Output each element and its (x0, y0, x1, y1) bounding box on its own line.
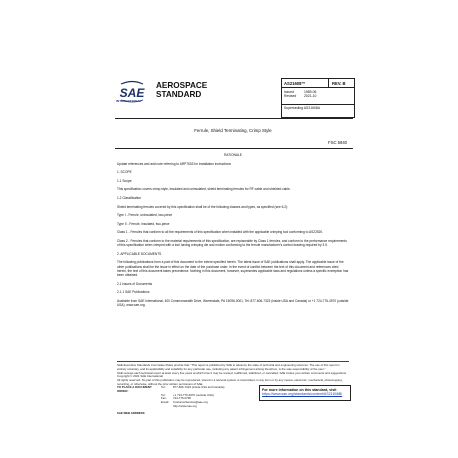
tel-label: Tel: (161, 385, 166, 389)
fsc-code: FSC 5940 (328, 140, 347, 145)
title-line-2: STANDARD (156, 90, 202, 100)
tel-label: Tel: (161, 392, 166, 397)
rationale-text: Update references and add note referring to ARP7503 for installation instructions (117, 161, 231, 166)
subsection-heading: 1.1 Scope: (117, 178, 133, 183)
superseding-note: Superseding AS21608A (284, 106, 321, 110)
subsection-heading: 2.1.1 SAE Publications (117, 290, 150, 295)
revised-label: Revised (284, 94, 297, 98)
divider (117, 361, 349, 362)
section-heading: 1. SCOPE (117, 170, 132, 175)
document-info-box (281, 78, 355, 118)
svg-text:SAE: SAE (119, 86, 145, 100)
type-item: Type I - Ferrule, uninsulated, two-piece (117, 213, 173, 218)
paragraph: Available from SAE International, 400 Commonwealth Drive, Warrendale, PA 15096-0001, Tel: 877-606-7323 (inside USA and Canada) or +1 724-776-4970 (outside USA), www.sae.org. (117, 298, 349, 307)
web-link[interactable]: http://www.sae.org (173, 403, 197, 408)
subsection-heading: 1.2 Classification (117, 195, 142, 200)
document-title: Ferrule, Shield Terminating, Crimp Style (194, 128, 272, 133)
tel-value: 877-606-7323 (inside USA and Canada) (173, 385, 225, 389)
revision: REV. B (332, 80, 346, 86)
paragraph: The following publications form a part of this document to the extent specified herein. The latest issue of SAE publications shall apply. The applicable issue of the other publications shall be the issue in effect on the date of the purchase order. In the event of conflict between the text of this document and references cited herein, the text of this document takes precedence. Nothing in this document, however, supersedes applicable laws and regulations unless a specific exemption has been obtained. (117, 260, 349, 277)
more-info-box (259, 385, 351, 401)
doc-number: AS21608™ (284, 80, 306, 86)
rationale-heading: RATIONALE (224, 153, 242, 157)
type-item: Type II - Ferrule, insulated, two-piece (117, 221, 170, 226)
page-title (156, 81, 207, 100)
paragraph: This specification covers crimp style, insulated and uninsulated, shield terminating ferrules for RF cable and shielded cable. (117, 187, 291, 192)
policy-text: SAE Executive Standards Committee Rules provide that: "This report is published by SAE to advance the state of technical and engineering sciences. The use of this report is entirely voluntary, and its applicability and suitability for any particular use, including any patent infringement arising therefrom, is the sole responsibility of the user." (117, 363, 340, 371)
document-page (109, 68, 357, 420)
fax-value: 724-776-0790 (173, 396, 192, 401)
web-address-label: SAE WEB ADDRESS: (117, 411, 146, 415)
document-body (117, 153, 349, 312)
issued-date: 1989-06 (304, 90, 317, 94)
standard-link[interactable]: https://www.sae.org/standards/content/AS21608B/ (262, 392, 343, 396)
issued-label: Issued (284, 90, 294, 94)
subsection-heading: 2.1 Issues of Documents (117, 281, 153, 286)
contact-row (117, 405, 257, 409)
title-line-1: AEROSPACE (156, 81, 208, 90)
more-info-label: For more information on this standard, visit (262, 387, 337, 392)
divider (115, 148, 353, 149)
footer-notice (117, 364, 349, 387)
copyright-text: Copyright © 2021 SAE International (117, 374, 163, 379)
divider (328, 79, 329, 87)
paragraph: Shield terminating ferrules covered by this specification shall be of the following classes and types, as specified (see 6.2): (117, 204, 288, 209)
divider (115, 118, 353, 119)
revised-date: 2021-10 (304, 94, 317, 98)
fax-label: Fax: (161, 396, 167, 401)
tel-value: +1 724-776-4970 (outside USA) (173, 392, 214, 397)
review-text: SAE reviews each technical report at least every five years at which time it may be revised, reaffirmed, stabilized, or cancelled. SAE invites your written comments and suggestions. (117, 370, 347, 375)
logo-subtext: INTERNATIONAL (116, 99, 142, 103)
section-heading: 2. APPLICABLE DOCUMENTS (117, 251, 162, 256)
class-item: Class 1 - Ferrules that conform to all the requirements of this specification when installed with the applicable crimping tool conforming to AS22520. (117, 230, 324, 235)
order-contact (117, 386, 257, 409)
email-label: Email: (161, 400, 170, 405)
rights-text: All rights reserved. No part of this publication may be reproduced, stored in a retrieval system or transmitted, in any form or by any means, electronic, mechanical, photocopying, recording, or otherwise, without the prior written permission of SAE. (117, 378, 343, 386)
divider (282, 104, 354, 105)
order-label: TO PLACE A DOCUMENT ORDER: (117, 385, 152, 393)
email-value: CustomerService@sae.org (173, 400, 208, 405)
class-item: Class 2 - Ferrules that conform to the material requirements of this specification, are replaceable by Class 1 ferrules, and conform to the performance requirements of this specification when crimped with a tool having crimping die and motion conforming to the ferrule manufacturer's control drawing required by 3.5. (117, 238, 347, 248)
